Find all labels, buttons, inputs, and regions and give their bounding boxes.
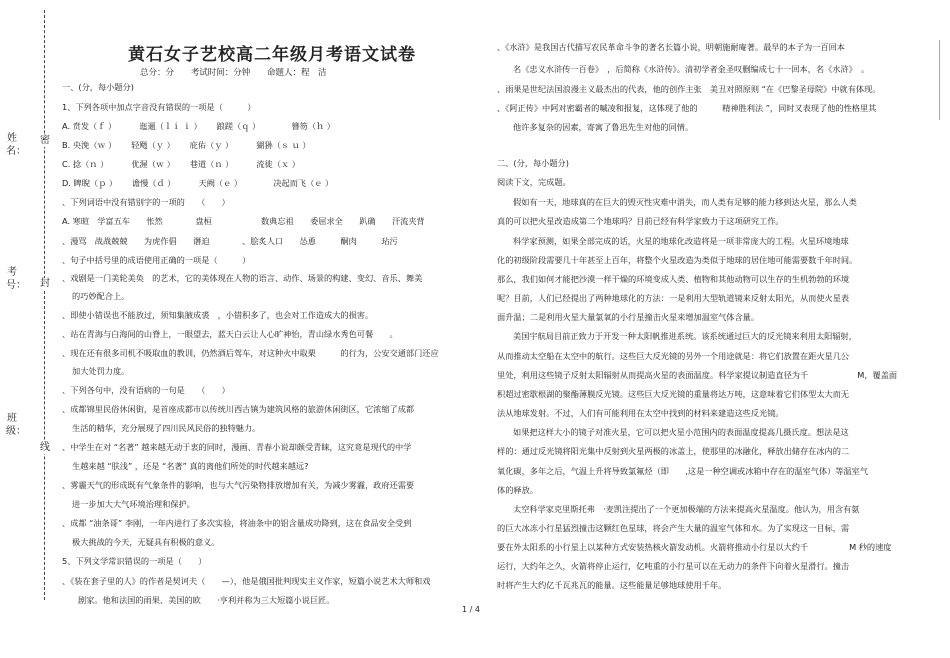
question-line: A. 贲发（ｆ ） 迤逦（ｌｉ ｉ ） 踉蹉（ｑ ） 簪笏（ｈ ） [62, 121, 335, 131]
passage-line: 科学家预测，如果全部完成的话，火星的地球化改造将是一项非常庞大的工程。火星环境地球 [513, 236, 849, 246]
passage-line: 法从地球发射。不过，人们有可能利用在太空中找到的材料来建造这些反光镜。 [497, 408, 784, 418]
passage-line: 样的：通过反光镜将阳光集中反射到火星两极的冰盖上，使那里的冰融化，释放出储存在冰内的二 [497, 446, 850, 456]
question-line: 进一步加大大气环境治理和保护。 [72, 499, 195, 509]
passage-line: 氧化碳，多年之后，气温上升将导致氯氟烃（即 ,这是一种空调或冰箱中存在的温室气体）等温室气 [497, 466, 869, 476]
passage-line: 、《水浒》是我国古代描写农民革命斗争的著名长篇小说，明朝施耐庵著。最早的本子为一百回本 [497, 42, 845, 52]
page-number: 1 / 4 [462, 605, 480, 614]
question-line: 、句子中括号里的成语使用正确的一项是（ ） [62, 255, 251, 265]
question-line: 、下列各句中，没有语病的一句是 （ ） [62, 385, 230, 395]
passage-line: 积超过密歇根湖的聚酯薄膜反光镜。这些巨大反光镜的重量将达万吨，这意味着它们体型太大而无 [497, 389, 850, 399]
binding-line [44, 10, 45, 600]
passage-line: 、雨果是世纪法国浪漫主义最杰出的代表，他的创作主张 美丑对照原则 “在《巴黎圣母院》中就有体现。 [497, 84, 881, 94]
question-line: 的巧妙配合上。 [72, 291, 130, 301]
question-line: 、成都 “油条哥” 李刚，一年内进行了多次实验，将油条中的铝含量成功降到，这在食品安全受到 [62, 518, 412, 528]
class-label: 班级： [6, 413, 26, 437]
question-line: A. 寒暄 学富五车 怅然 盘桓 数典忘祖 委屈求全 趴确 汗流夹背 [62, 216, 425, 226]
name-label: 姓名： [6, 133, 26, 157]
exam-meta [140, 66, 340, 78]
id-label: 考号： [6, 267, 26, 291]
passage-line: 呢？目前，人们已经提出了两种地球化的方法：一是利用大型轨道镜来反射太阳光，从而使火星表 [497, 293, 850, 303]
question-line: C. 捻（ｎ ） 优渥（ｗ ） 巷道（ｎ ） 流徙（ｘ ） [62, 159, 300, 169]
exam-author: 命题人：程 洁 [266, 68, 327, 78]
question-line: 生活的精华，充分展现了四川民风民俗的独特魅力。 [72, 423, 261, 433]
question-line: B. 央浼（ｗ ） 轻飏（ｙ ） 庇佑（ｙ ） 猢狲（ｓ ｕ ） [62, 140, 311, 150]
seal-word-xian: 线 [40, 442, 50, 453]
question-line: 、雾霾天气的形成既有气象条件的影响，也与大气污染物排放增加有关，为减少雾霾，政府还需要 [62, 480, 415, 490]
question-line: 剧家。他和法国的雨果、美国的欧 ·亨利并称为三大短篇小说巨匠。 [78, 595, 335, 605]
question-line: 、戏剧是一门美轮美奂 的艺术，它的美体现在人物的语言、动作、场景的构建、变幻、音乐、舞美 [62, 273, 423, 283]
question-line: 一、(分，每小题分) [62, 82, 134, 92]
passage-line: 二、(分，每小题分) [497, 158, 569, 168]
passage-line: 、《阿正传》中阿对密霸者的嘁凌和报复，这体现了他的 精神胜利法 ”，同时又表现了他的性格里其 [497, 103, 877, 113]
passage-line: 他许多复杂的因素，寄寓了鲁迅先生对他的同情。 [513, 122, 694, 132]
passage-line: 如果把这样大小的镜子对准火星，它可以把火星小范围内的表面温度提高几摄氏度。想法是这 [513, 427, 849, 437]
passage-line: 从而推动太空船在太空中的航行。这些巨大反光镜的另外一个用途就是：将它们放置在距火星几公 [497, 351, 850, 361]
passage-line: 真的可以把火星改造成第二个地球吗？目前已经有科学家致力于这项研究工作。 [497, 216, 784, 226]
total-score: 总分：分 [140, 68, 175, 78]
question-line: 、下列词语中没有错别字的一项的 （ ） [62, 197, 230, 207]
passage-line: 面升温；二是利用火星大量氯氧的小行星撞击火星来增加温室气体含量。 [497, 312, 760, 322]
passage-line: 那么，我们如何才能把沙漠一样干燥的环境变成人类、植物和其他动物可以生存的生机勃勃的环境 [497, 274, 850, 284]
seal-word-feng: 封 [40, 278, 50, 289]
passage-line: 里处，利用这些镜子反射太阳辐射从而提高火星的表面温度。科学家提议制造直径为千 M，覆盖面 [497, 370, 898, 380]
passage-line: 运行，大约年之久，火箭将停止运行，亿吨重的小行星可以在无动力的条件下向着火星滑行。撞击 [497, 561, 850, 571]
question-line: 、《装在套子里的人》的作者是契诃夫（ —），他是俄国批判现实主义作家，短篇小说艺术大师和戏 [62, 576, 431, 586]
seal-word-mi: 密 [40, 135, 50, 146]
page-title: 黄石女子艺校高二年级月考语文试卷 [128, 45, 416, 65]
question-line: 5、下列文学常识错误的一项是（ ） [62, 556, 207, 566]
question-line: 、成都锦里民俗休闲街，是首座成都市以传统川西古镇为建筑风格的旅游休闲街区，它浓缩了成都 [62, 404, 415, 414]
passage-line: 名《忠义水浒传一百卷》 ，后简称《水浒传》。清初学者金圣叹删编成七十一回本，名《水浒》 。 [513, 64, 870, 74]
question-line: 、站在青海与白海间的山脊上，一眼望去，蓝天白云让人心旷神怡，青山绿水秀色可餐 。 [62, 329, 398, 339]
passage-line: 假如有一天，地球真的在巨大的毁灭性灾难中消失，而人类有足够的能力移到达火星，那么人类 [513, 197, 857, 207]
passage-line: 时将产生大约亿千瓦兆瓦的能量。这些能量足够地球使用千年。 [497, 580, 727, 590]
question-line: D. 睥睨（ｐ ） 谵慢（ｄ ） 天阙（ｅ ） 决起而飞（ｅ ） [62, 178, 334, 188]
question-line: 、即使小错误也不能放过，须知集腋成裘 ，小错积多了，也会对工作造成大的损害。 [62, 310, 374, 320]
passage-line: 美国宇航局目前正致力于开发一种太阳帆推进系统。该系统通过巨大的反光镜来利用太阳辐射， [513, 331, 857, 341]
passage-line: 阅读下文，完成题。 [497, 177, 571, 187]
passage-line: 体的释放。 [497, 485, 538, 495]
passage-line: 太空科学家克里斯托弗 ·麦凯注提出了一个更加极端的方法来提高火星温度。他认为，用含有氨 [513, 504, 860, 514]
passage-line: 的巨大冰冻小行星猛烈撞击这颗红色星球，将会产生大量的温室气体和水。为了实现这一目标，需 [497, 523, 850, 533]
question-line: 、漫骂 战战兢兢 为虎作倡 谮迫 、脍炙人口 怂恿 酮肉 玷污 [62, 236, 398, 246]
exam-time: 考试时间：分钟 [190, 68, 251, 78]
passage-line: 要在外太阳系的小行星上以某种方式安装热核火箭发动机。火箭将推动小行星以大约千 M 秒的速度 [497, 542, 892, 552]
question-line: 极大挑战的今天，无疑具有积极的意义。 [72, 537, 220, 547]
question-line: 、中学生在对 “名著” 越来越无动于衷的同时，漫画、青春小说却颇受青睐，这究竟是现代的中学 [62, 442, 412, 452]
question-line: 1、下列各项中加点字音没有错误的一项是（ ） [62, 102, 256, 112]
passage-line: 化的初级阶段需要几十年甚至上百年，将整个火星改造为类似于地球的居住地可能需要数千年时间。 [497, 255, 858, 265]
question-line: 加大处罚力度。 [72, 366, 130, 376]
right-edge-mark [935, 40, 940, 120]
question-line: 、现在还有很多司机不吸取血的教训，仍然酒后驾车，对这种火中取栗 的行为，公安交通部门还应 [62, 348, 439, 358]
question-line: 生越来越 “肤浅” ，还是 “名著” 真的离他们所处的时代越来越远? [72, 461, 309, 471]
